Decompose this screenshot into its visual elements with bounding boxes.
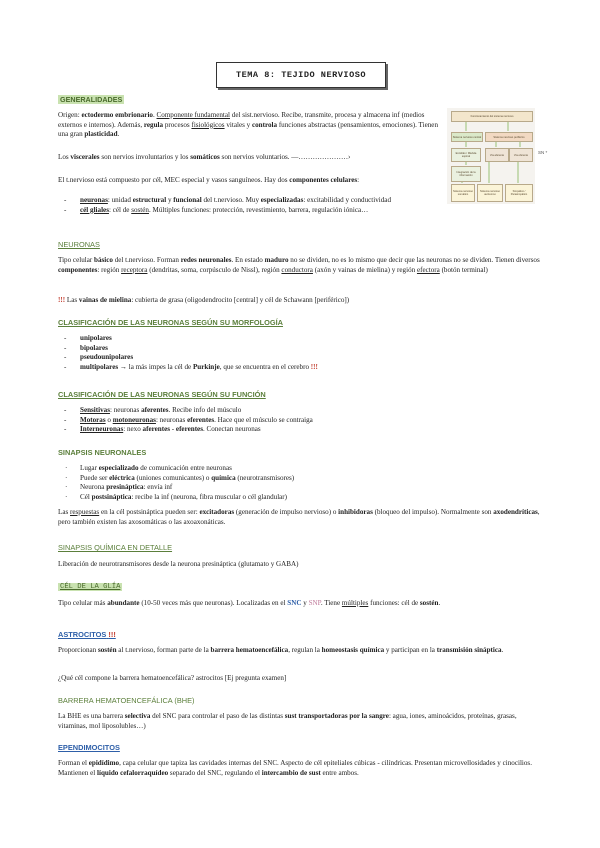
- list-item: · Puede ser eléctrica (uniones comunicantes) o química (neurotransmisores): [62, 474, 542, 484]
- diagram-box: Sistema nervioso somático: [451, 184, 475, 202]
- list-item: - Interneuronas: nexo aferentes - eferentes. Conectan neuronas: [62, 425, 542, 435]
- list-item: - multipolares → la más impes la cél de Purkinje, que se encuentra en el cerebro !!!: [62, 363, 542, 373]
- diagram-box: Simpático / Parasimpático: [505, 184, 533, 202]
- nervous-system-diagram: [447, 108, 535, 204]
- list-item: · Cél postsináptica: recibe la inf (neurona, fibra muscular o cél glandular): [62, 493, 542, 503]
- astro-paragraph-1: Proporcionan sostén al t.nervioso, forman parte de la barrera hematoencefálica, regulan la homeostasis química y participan en la transmisión sináptica.: [58, 646, 504, 654]
- diagram-box-snc: Sistema nervioso central: [451, 132, 483, 142]
- gen-paragraph-1: Origen: ectodermo embrionario. Componente fundamental del sist.nervioso. Recibe, transmite, procesa y almacena inf (medios externos e internos). Además, regula procesos fisiológicos vitales y controla funciones abstractas (pensamientos, emociones). Tienen una gran plasticidad.: [58, 111, 438, 139]
- list-item: - bipolares: [62, 344, 542, 354]
- bhe-paragraph: La BHE es una barrera selectiva del SNC para controlar el paso de las distintas sust transportadoras por la sangre: agua, iones, aminoácidos, proteínas, grasas, vitaminas, mol liposolubles…): [58, 712, 517, 730]
- heading-bhe: BARRERA HEMATOENCEFÁLICA (BHE): [58, 696, 195, 705]
- sin-paragraph: Las respuestas en la cél postsináptica pueden ser: excitadoras (generación de impulso nervioso) o inhibidoras (bloqueo del impulso). Normalmente son axodendríticas, pero también existen las axosomáticas o las axoaxonáticas.: [58, 508, 540, 526]
- gen-paragraph-3: El t.nervioso está compuesto por cél, MEC especial y vasos sanguíneos. Hay dos componentes celulares:: [58, 176, 360, 184]
- heading-glia: CÉL DE LA GLÍA: [60, 583, 121, 591]
- heading-funcion: CLASIFICACIÓN DE LAS NEURONAS SEGÚN SU FUNCIÓN: [58, 390, 266, 399]
- diagram-box: Vía eferente: [509, 148, 533, 162]
- neu-paragraph-1: Tipo celular básico del t.nervioso. Forman redes neuronales. En estado maduro no se dividen, no es lo mismo que decir que las neuronas no se dividen. Tienen diversos componentes: región receptora (dendritas, soma, corpúsculo de Nissl), región conductora (axón y vainas de mielina) y región efectora (botón terminal): [58, 256, 540, 274]
- list-item: · Neurona presináptica: envía inf: [62, 483, 542, 493]
- list-item: - Motoras o motoneuronas: neuronas eferentes. Hace que el músculo se contraiga: [62, 416, 542, 426]
- gen-list: [62, 196, 440, 215]
- diagram-box: Integración de la información: [451, 166, 481, 182]
- sin-list: [62, 464, 542, 502]
- diagram-side-label: SN *: [538, 150, 548, 155]
- heading-sinapsis: SINAPSIS NEURONALES: [58, 448, 147, 457]
- list-item: · Lugar especializado de comunicación entre neuronas: [62, 464, 542, 474]
- heading-quimica: SINAPSIS QUÍMICA EN DETALLE: [58, 543, 173, 552]
- list-item: - cél gliales: cél de sostén. Múltiples funciones: protección, revestimiento, barrera, regulación iónica…: [62, 206, 440, 216]
- morf-list: [62, 334, 542, 372]
- diagram-box: Vía aferente: [485, 148, 509, 162]
- heading-morfologia: CLASIFICACIÓN DE LAS NEURONAS SEGÚN SU MORFOLOGÍA: [58, 318, 284, 327]
- astro-paragraph-2: ¿Qué cél compone la barrera hematoencefálica? astrocitos [Ej pregunta examen]: [58, 674, 287, 682]
- page-title: TEMA 8: TEJIDO NERVIOSO: [235, 70, 367, 80]
- title-box: [216, 62, 386, 88]
- diagram-box-snp: Sistema nervioso periférico: [485, 132, 533, 142]
- diagram-box-top: Funcionamiento del sistema nervioso: [451, 111, 533, 122]
- heading-neuronas: NEURONAS: [58, 240, 100, 249]
- neu-paragraph-2: !!! Las vainas de mielina: cubierta de grasa (oligodendrocito [central] y cél de Schawann [periférico]): [58, 296, 350, 304]
- list-item: - unipolares: [62, 334, 542, 344]
- func-list: [62, 406, 542, 435]
- heading-ependimocitos: EPENDIMOCITOS: [58, 743, 120, 752]
- glia-paragraph: Tipo celular más abundante (10-50 veces más que neuronas). Localizadas en el SNC y SNP. Tiene múltiples funciones: cél de sostén.: [58, 599, 441, 607]
- list-item: - Sensitivas: neuronas aferentes. Recibe info del músculo: [62, 406, 542, 416]
- list-item: - pseudounipolares: [62, 353, 542, 363]
- epen-paragraph: Forman el epidídimo, capa celular que tapiza las cavidades internas del SNC. Aspecto de cél epiteliales cúbicas - cilíndricas. Presentan microvellosidades y cinocilios. Mantienen el líquido cefalorraquídeo separado del SNC, regulando el intercambio de sust entre ambos.: [58, 759, 532, 777]
- heading-generalidades: GENERALIDADES: [60, 95, 123, 104]
- list-item: - neuronas: unidad estructural y funcional del t.nervioso. Muy especializadas: excitabilidad y conductividad: [62, 196, 440, 206]
- diagram-box: Sistema nervioso autónomo: [477, 184, 503, 202]
- diagram-box: Encéfalo / Médula espinal: [451, 148, 481, 162]
- quim-paragraph: Liberación de neurotransmisores desde la neurona presináptica (glutamato y GABA): [58, 560, 299, 568]
- heading-astrocitos: ASTROCITOS !!!: [58, 630, 116, 639]
- gen-paragraph-2: Los viscerales son nervios involuntarios y los somáticos son nervios voluntarios. —…………………›: [58, 153, 351, 161]
